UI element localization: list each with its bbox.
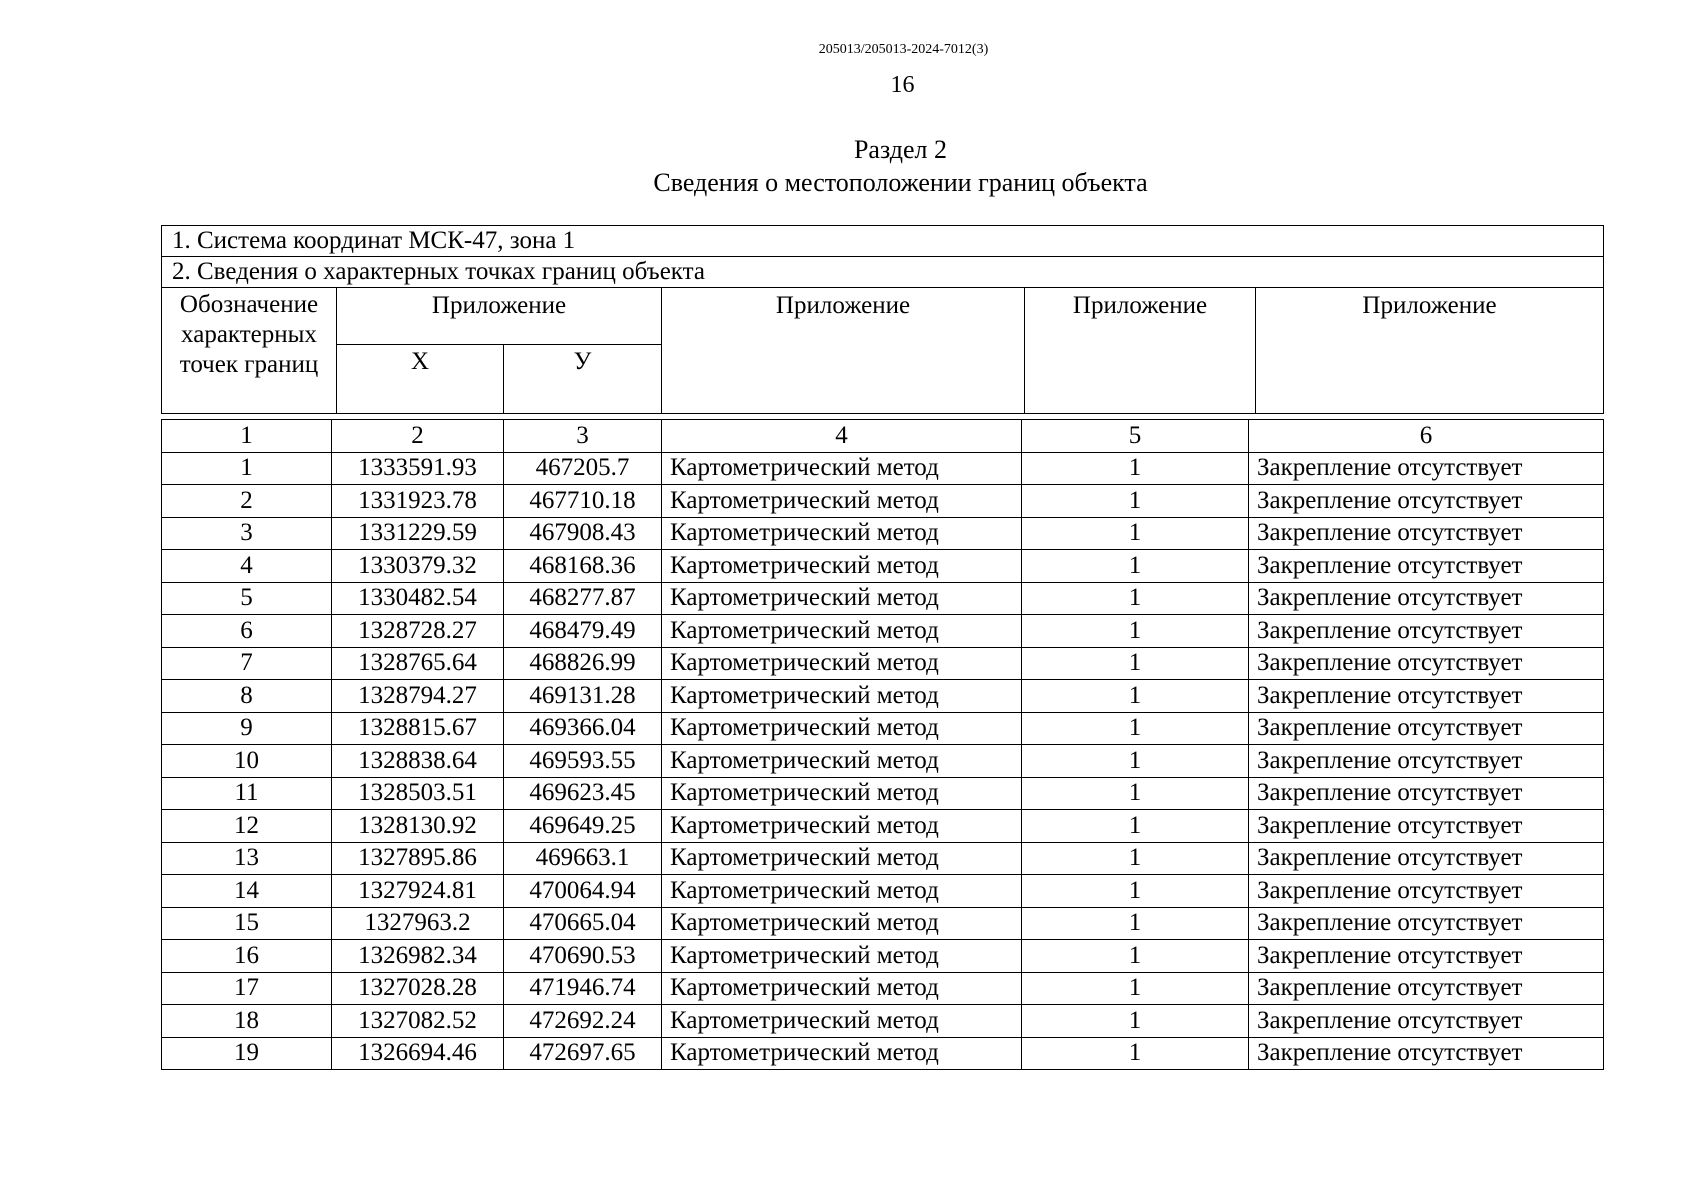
table-row <box>162 810 1604 843</box>
table-row <box>162 745 1604 778</box>
accuracy-cell: 1 <box>1022 712 1249 745</box>
coordinate-x: 1330482.54 <box>332 582 504 615</box>
accuracy-cell: 1 <box>1022 615 1249 648</box>
accuracy-cell: 1 <box>1022 842 1249 875</box>
column-header-xy-group: Приложение <box>337 288 662 345</box>
method-cell: Картометрический метод <box>662 615 1022 648</box>
section-title: Раздел 2 <box>853 135 948 164</box>
table-row <box>162 1037 1604 1070</box>
table-row <box>162 485 1604 518</box>
point-number: 5 <box>162 582 332 615</box>
column-number: 5 <box>1022 420 1249 453</box>
fixation-cell: Закрепление отсутствует <box>1249 1005 1604 1038</box>
point-number: 3 <box>162 517 332 550</box>
fixation-cell: Закрепление отсутствует <box>1249 907 1604 940</box>
fixation-cell: Закрепление отсутствует <box>1249 810 1604 843</box>
method-cell: Картометрический метод <box>662 452 1022 485</box>
document-number: 205013/205013-2024-7012(3) <box>818 42 989 57</box>
accuracy-cell: 1 <box>1022 940 1249 973</box>
coordinate-y: 472697.65 <box>504 1037 662 1070</box>
coordinate-x: 1330379.32 <box>332 550 504 583</box>
coordinate-y: 469663.1 <box>504 842 662 875</box>
column-number: 6 <box>1249 420 1604 453</box>
method-cell: Картометрический метод <box>662 680 1022 713</box>
fixation-cell: Закрепление отсутствует <box>1249 940 1604 973</box>
coordinate-y: 470690.53 <box>504 940 662 973</box>
column-header-point-designation: Обозначение характерных точек границ <box>162 288 337 414</box>
column-number: 1 <box>162 420 332 453</box>
method-cell: Картометрический метод <box>662 550 1022 583</box>
point-number: 7 <box>162 647 332 680</box>
fixation-cell: Закрепление отсутствует <box>1249 777 1604 810</box>
table-row <box>162 452 1604 485</box>
column-number: 4 <box>662 420 1022 453</box>
coordinate-y: 469649.25 <box>504 810 662 843</box>
point-number: 10 <box>162 745 332 778</box>
fixation-cell: Закрепление отсутствует <box>1249 745 1604 778</box>
point-number: 17 <box>162 972 332 1005</box>
coordinate-x: 1327082.52 <box>332 1005 504 1038</box>
method-cell: Картометрический метод <box>662 582 1022 615</box>
coordinate-x: 1328838.64 <box>332 745 504 778</box>
coordinate-x: 1328503.51 <box>332 777 504 810</box>
fixation-cell: Закрепление отсутствует <box>1249 550 1604 583</box>
table-row <box>162 550 1604 583</box>
coordinate-x: 1327028.28 <box>332 972 504 1005</box>
column-number: 3 <box>504 420 662 453</box>
method-cell: Картометрический метод <box>662 907 1022 940</box>
coordinate-y: 470064.94 <box>504 875 662 908</box>
section-heading <box>52 133 1697 199</box>
method-cell: Картометрический метод <box>662 1037 1022 1070</box>
accuracy-cell: 1 <box>1022 452 1249 485</box>
coordinate-x: 1327895.86 <box>332 842 504 875</box>
coordinate-x: 1328765.64 <box>332 647 504 680</box>
point-number: 8 <box>162 680 332 713</box>
fixation-cell: Закрепление отсутствует <box>1249 680 1604 713</box>
coordinate-x: 1328815.67 <box>332 712 504 745</box>
boundary-points-table <box>161 419 1604 1070</box>
method-cell: Картометрический метод <box>662 647 1022 680</box>
method-cell: Картометрический метод <box>662 972 1022 1005</box>
coordinate-y: 471946.74 <box>504 972 662 1005</box>
fixation-cell: Закрепление отсутствует <box>1249 842 1604 875</box>
fixation-cell: Закрепление отсутствует <box>1249 517 1604 550</box>
accuracy-cell: 1 <box>1022 550 1249 583</box>
coordinate-y: 468168.36 <box>504 550 662 583</box>
fixation-cell: Закрепление отсутствует <box>1249 452 1604 485</box>
point-number: 18 <box>162 1005 332 1038</box>
point-number: 13 <box>162 842 332 875</box>
method-cell: Картометрический метод <box>662 940 1022 973</box>
fixation-cell: Закрепление отсутствует <box>1249 615 1604 648</box>
coordinate-y: 472692.24 <box>504 1005 662 1038</box>
accuracy-cell: 1 <box>1022 1037 1249 1070</box>
accuracy-cell: 1 <box>1022 907 1249 940</box>
coordinate-y: 467205.7 <box>504 452 662 485</box>
method-cell: Картометрический метод <box>662 517 1022 550</box>
point-number: 14 <box>162 875 332 908</box>
point-number: 2 <box>162 485 332 518</box>
method-cell: Картометрический метод <box>662 842 1022 875</box>
fixation-cell: Закрепление отсутствует <box>1249 582 1604 615</box>
point-number: 16 <box>162 940 332 973</box>
method-cell: Картометрический метод <box>662 875 1022 908</box>
page-number: 16 <box>890 72 915 98</box>
accuracy-cell: 1 <box>1022 485 1249 518</box>
column-header-x: X <box>337 345 504 414</box>
fixation-cell: Закрепление отсутствует <box>1249 647 1604 680</box>
column-header-fixation: Приложение <box>1256 288 1604 414</box>
coordinate-y: 468826.99 <box>504 647 662 680</box>
coordinate-y: 468277.87 <box>504 582 662 615</box>
table-header-block <box>161 225 1604 414</box>
table-row <box>162 680 1604 713</box>
accuracy-cell: 1 <box>1022 1005 1249 1038</box>
fixation-cell: Закрепление отсутствует <box>1249 875 1604 908</box>
method-cell: Картометрический метод <box>662 810 1022 843</box>
column-header-y: У <box>504 345 662 414</box>
table-row <box>162 517 1604 550</box>
accuracy-cell: 1 <box>1022 745 1249 778</box>
coordinate-y: 468479.49 <box>504 615 662 648</box>
method-cell: Картометрический метод <box>662 777 1022 810</box>
coordinate-x: 1328794.27 <box>332 680 504 713</box>
fixation-cell: Закрепление отсутствует <box>1249 485 1604 518</box>
table-row <box>162 907 1604 940</box>
coordinate-y: 469593.55 <box>504 745 662 778</box>
point-number: 6 <box>162 615 332 648</box>
method-cell: Картометрический метод <box>662 745 1022 778</box>
coordinate-y: 470665.04 <box>504 907 662 940</box>
coordinate-x: 1331229.59 <box>332 517 504 550</box>
fixation-cell: Закрепление отсутствует <box>1249 712 1604 745</box>
coordinate-system-line: 1. Система координат МСК-47, зона 1 <box>162 226 1604 257</box>
fixation-cell: Закрепление отсутствует <box>1249 972 1604 1005</box>
coordinate-x: 1328130.92 <box>332 810 504 843</box>
accuracy-cell: 1 <box>1022 875 1249 908</box>
column-numbering-row <box>162 420 1604 453</box>
coordinate-x: 1326982.34 <box>332 940 504 973</box>
column-header-method: Приложение <box>662 288 1025 414</box>
coordinate-y: 469366.04 <box>504 712 662 745</box>
table-row <box>162 647 1604 680</box>
table-row <box>162 875 1604 908</box>
coordinate-x: 1327924.81 <box>332 875 504 908</box>
accuracy-cell: 1 <box>1022 777 1249 810</box>
points-heading-line: 2. Сведения о характерных точках границ объекта <box>162 257 1604 288</box>
accuracy-cell: 1 <box>1022 680 1249 713</box>
point-number: 15 <box>162 907 332 940</box>
coordinate-x: 1331923.78 <box>332 485 504 518</box>
coordinate-y: 467710.18 <box>504 485 662 518</box>
column-header-accuracy: Приложение <box>1025 288 1256 414</box>
point-number: 1 <box>162 452 332 485</box>
table-row <box>162 842 1604 875</box>
point-number: 4 <box>162 550 332 583</box>
method-cell: Картометрический метод <box>662 712 1022 745</box>
accuracy-cell: 1 <box>1022 810 1249 843</box>
coordinate-y: 469131.28 <box>504 680 662 713</box>
coordinate-x: 1326694.46 <box>332 1037 504 1070</box>
accuracy-cell: 1 <box>1022 972 1249 1005</box>
method-cell: Картометрический метод <box>662 485 1022 518</box>
point-number: 19 <box>162 1037 332 1070</box>
coordinate-y: 469623.45 <box>504 777 662 810</box>
coordinate-y: 467908.43 <box>504 517 662 550</box>
point-number: 11 <box>162 777 332 810</box>
table-row <box>162 972 1604 1005</box>
table-row <box>162 777 1604 810</box>
coordinate-x: 1333591.93 <box>332 452 504 485</box>
method-cell: Картометрический метод <box>662 1005 1022 1038</box>
point-number: 9 <box>162 712 332 745</box>
accuracy-cell: 1 <box>1022 582 1249 615</box>
table-row <box>162 712 1604 745</box>
coordinate-x: 1328728.27 <box>332 615 504 648</box>
table-row <box>162 615 1604 648</box>
table-row <box>162 582 1604 615</box>
point-number: 12 <box>162 810 332 843</box>
table-row <box>162 940 1604 973</box>
table-row <box>162 1005 1604 1038</box>
fixation-cell: Закрепление отсутствует <box>1249 1037 1604 1070</box>
section-subtitle: Сведения о местоположении границ объекта <box>653 168 1148 197</box>
column-number: 2 <box>332 420 504 453</box>
accuracy-cell: 1 <box>1022 517 1249 550</box>
accuracy-cell: 1 <box>1022 647 1249 680</box>
coordinate-x: 1327963.2 <box>332 907 504 940</box>
